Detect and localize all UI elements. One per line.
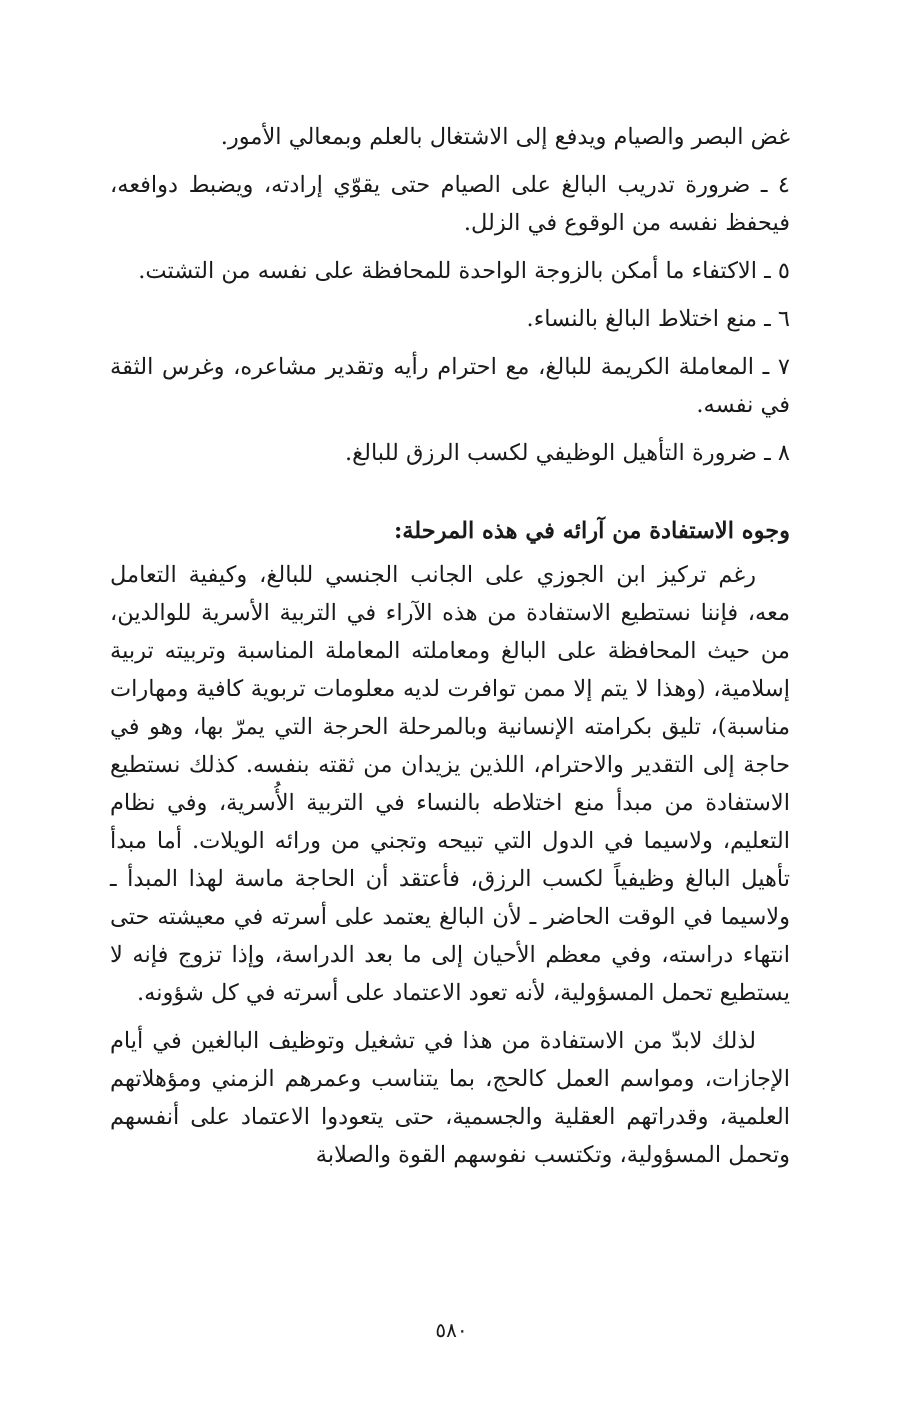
body-paragraph: رغم تركيز ابن الجوزي على الجانب الجنسي للبالغ، وكيفية التعامل معه، فإننا نستطيع الاستفادة من هذه الآراء في التربية الأسرية للوالدين، من حيث المحافظة على البالغ ومعاملته المعاملة المناسبة وتربيته تربية إسلامية، (وهذا لا يتم إلا ممن توافرت لديه معلومات تربوية كافية ومهارات مناسبة)، تليق بكرامته الإنسانية وبالمرحلة الحرجة التي يمرّ بها، وهو في حاجة إلى التقدير والاحترام، اللذين يزيدان من ثقته بنفسه. كذلك نستطيع الاستفادة من مبدأ منع اختلاطه بالنساء في التربية الأُسرية، وفي نظام التعليم، ولاسيما في الدول التي تبيحه وتجني من ورائه الويلات. أما مبدأ تأهيل البالغ وظيفياً لكسب الرزق، فأعتقد أن الحاجة ماسة لهذا المبدأ ـ ولاسيما في الوقت الحاضر ـ لأن البالغ يعتمد على أسرته في معيشته حتى انتهاء دراسته، وفي معظم الأحيان إلى ما بعد الدراسة، وإذا تزوج فإنه لا يستطيع تحمل المسؤولية، لأنه تعود الاعتماد على أسرته في كل شؤونه. — [110, 562, 790, 1006]
list-item-4: ٤ ـ ضرورة تدريب البالغ على الصيام حتى يقوّي إرادته، ويضبط دوافعه، فيحفظ نفسه من الوقوع في الزلل. — [110, 172, 790, 236]
page-number: ٥٨٠ — [435, 1318, 468, 1342]
section-heading: وجوه الاستفادة من آرائه في هذه المرحلة: — [393, 518, 790, 544]
body-paragraph: لذلك لابدّ من الاستفادة من هذا في تشغيل وتوظيف البالغين في أيام الإجازات، ومواسم العمل كالحج، بما يتناسب وعمرهم الزمني ومؤهلاتهم العلمية، وقدراتهم العقلية والجسمية، حتى يتعودوا الاعتماد على أنفسهم وتحمل المسؤولية، وتكتسب نفوسهم القوة والصلابة — [110, 1028, 790, 1168]
paragraph-continuation: غض البصر والصيام ويدفع إلى الاشتغال بالعلم وبمعالي الأمور. — [220, 124, 790, 150]
list-item-6: ٦ ـ منع اختلاط البالغ بالنساء. — [526, 306, 790, 332]
list-item-8: ٨ ـ ضرورة التأهيل الوظيفي لكسب الرزق للبالغ. — [344, 440, 790, 466]
list-item-5: ٥ ـ الاكتفاء ما أمكن بالزوجة الواحدة للمحافظة على نفسه من التشتت. — [138, 258, 790, 284]
list-item-7: ٧ ـ المعاملة الكريمة للبالغ، مع احترام رأيه وتقدير مشاعره، وغرس الثقة في نفسه. — [110, 354, 790, 418]
page-body — [110, 118, 790, 1174]
